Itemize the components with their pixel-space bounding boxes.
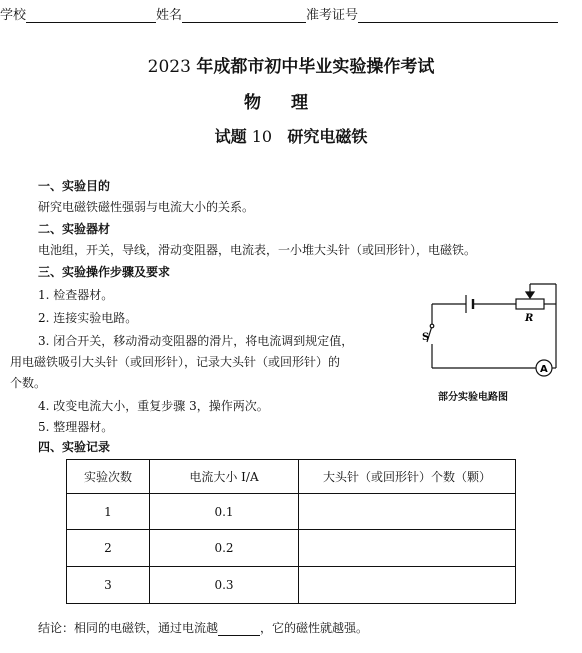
table-row bbox=[67, 530, 516, 567]
step-2: 2. 连接实验电路。 bbox=[38, 311, 138, 325]
conclusion bbox=[38, 619, 368, 636]
current-cell: 0.1 bbox=[150, 494, 299, 530]
section-2-text: 电池组，开关，导线，滑动变阻器，电流表，一小堆大头针（或回形针），电磁铁。 bbox=[38, 243, 477, 257]
step-3-line-2: 用电磁铁吸引大头针（或回形针），记录大头针（或回形针）的 bbox=[10, 355, 341, 369]
current-cell: 0.3 bbox=[150, 567, 299, 604]
exam-title bbox=[0, 52, 582, 77]
question-name: 研究电磁铁 bbox=[287, 127, 368, 146]
header-current: 电流大小 I/A bbox=[150, 460, 299, 494]
step-1: 1. 检查器材。 bbox=[38, 288, 114, 302]
table-row bbox=[67, 567, 516, 604]
record-table bbox=[66, 459, 516, 604]
header-trial: 实验次数 bbox=[67, 460, 150, 494]
rheostat-icon bbox=[516, 299, 544, 309]
exam-id-label: 准考证号 bbox=[306, 8, 359, 23]
pin-count-cell[interactable] bbox=[299, 567, 516, 604]
circuit-diagram bbox=[418, 282, 568, 382]
question-number: 10 bbox=[251, 127, 273, 146]
name-field[interactable] bbox=[182, 7, 306, 23]
section-2-heading: 二、实验器材 bbox=[38, 222, 111, 236]
subject-title: 物理 bbox=[244, 93, 338, 113]
switch-pivot bbox=[430, 324, 434, 328]
pin-count-cell[interactable] bbox=[299, 530, 516, 567]
conclusion-blank[interactable] bbox=[218, 622, 260, 636]
name-label: 姓名 bbox=[156, 8, 183, 23]
question-label: 试题 bbox=[214, 127, 247, 146]
slider-arrow-icon bbox=[526, 292, 534, 298]
header-pin-count: 大头针（或回形针）个数（颗） bbox=[299, 460, 516, 494]
section-4-heading: 四、实验记录 bbox=[38, 440, 111, 454]
step-3-line-3: 个数。 bbox=[10, 376, 47, 390]
conclusion-text-before: 结论：相同的电磁铁，通过电流越 bbox=[38, 621, 219, 635]
conclusion-text-after: ，它的磁性就越强。 bbox=[260, 621, 369, 635]
step-4: 4. 改变电流大小，重复步骤 3，操作两次。 bbox=[38, 399, 269, 413]
school-label: 学校 bbox=[0, 8, 27, 23]
switch-label: S bbox=[422, 332, 430, 343]
rheostat-label: R bbox=[525, 313, 534, 324]
exam-year: 2023 bbox=[147, 57, 191, 77]
exam-id-field[interactable] bbox=[358, 7, 558, 23]
ammeter-label: A bbox=[540, 364, 548, 375]
section-1-text: 研究电磁铁磁性强弱与电流大小的关系。 bbox=[38, 200, 255, 214]
step-5: 5. 整理器材。 bbox=[38, 420, 114, 434]
trial-cell: 3 bbox=[67, 567, 150, 604]
section-3-heading: 三、实验操作步骤及要求 bbox=[38, 265, 171, 279]
pin-count-cell[interactable] bbox=[299, 494, 516, 530]
table-row bbox=[67, 494, 516, 530]
trial-cell: 2 bbox=[67, 530, 150, 567]
exam-title-main: 年成都市初中毕业实验操作考试 bbox=[196, 57, 435, 77]
step-3-line-1: 3. 闭合开关，移动滑动变阻器的滑片，将电流调到规定值， bbox=[38, 334, 354, 348]
school-field[interactable] bbox=[26, 7, 156, 23]
current-cell: 0.2 bbox=[150, 530, 299, 567]
question-title bbox=[0, 124, 582, 147]
circuit-caption: 部分实验电路图 bbox=[438, 392, 508, 403]
trial-cell: 1 bbox=[67, 494, 150, 530]
section-1-heading: 一、实验目的 bbox=[38, 179, 111, 193]
exam-header bbox=[0, 4, 558, 23]
table-header-row bbox=[67, 460, 516, 494]
